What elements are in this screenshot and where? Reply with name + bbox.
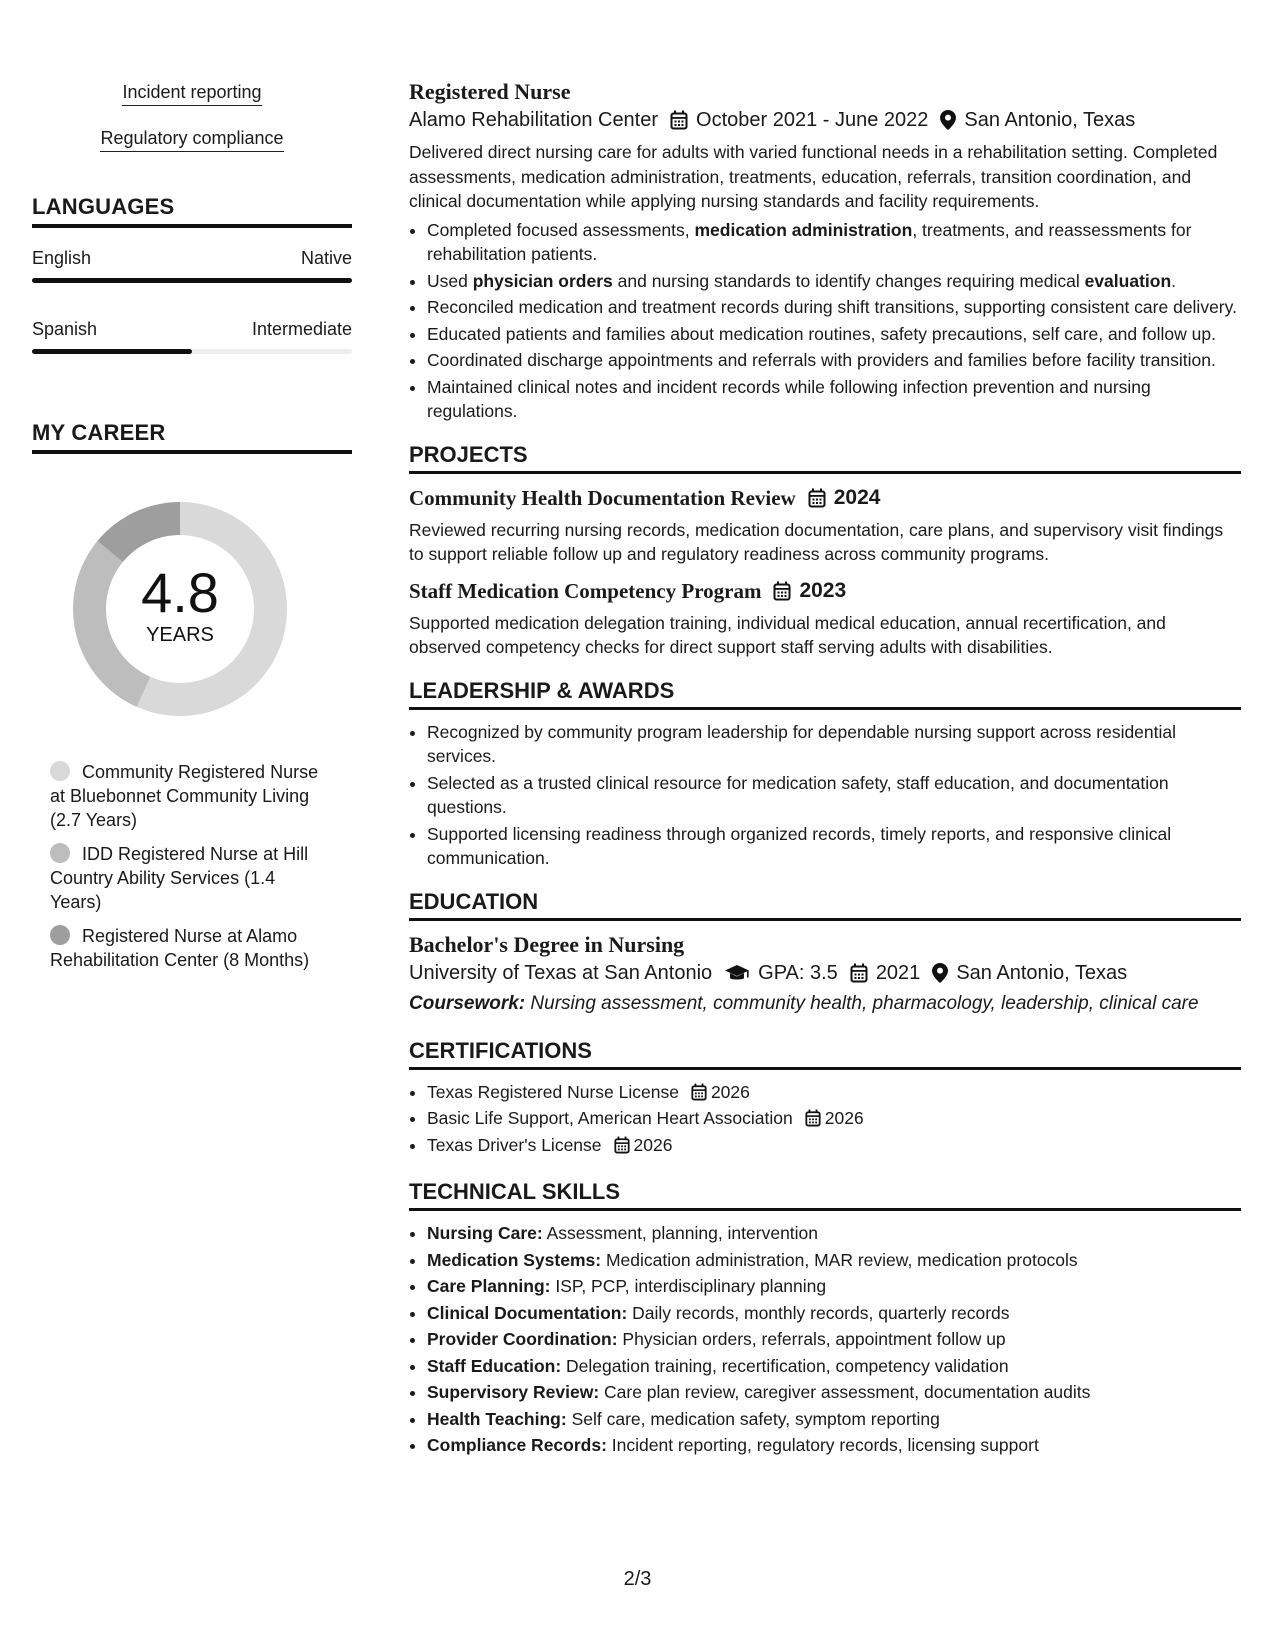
legend-item: IDD Registered Nurse at Hill Country Ability Services (1.4 Years) bbox=[50, 844, 309, 912]
list-item: • Supported licensing readiness through organized records, timely reports, and responsive clinical communication. bbox=[427, 822, 1241, 871]
language-bar bbox=[32, 349, 352, 354]
job-location: San Antonio, Texas bbox=[964, 109, 1136, 131]
project-year: 2024 bbox=[833, 485, 881, 509]
language-item bbox=[32, 317, 352, 354]
project-year: 2023 bbox=[799, 578, 847, 602]
language-name: English bbox=[32, 248, 92, 268]
language-bar bbox=[32, 278, 352, 283]
project-item bbox=[409, 484, 1241, 567]
list-item: • Compliance Records: Incident reporting, regulatory records, licensing support bbox=[427, 1433, 1241, 1458]
coursework: Coursework: Nursing assessment, community health, pharmacology, leadership, clinical care bbox=[409, 992, 1199, 1014]
list-item: • Educated patients and families about medication routines, safety precautions, self care, and follow up. bbox=[427, 322, 1241, 347]
career-unit: YEARS bbox=[146, 624, 214, 646]
list-item: • Provider Coordination: Physician orders, referrals, appointment follow up bbox=[427, 1327, 1241, 1352]
legend-dot bbox=[50, 843, 70, 863]
list-item: • Nursing Care: Assessment, planning, intervention bbox=[427, 1221, 1241, 1246]
location-pin-icon bbox=[940, 110, 956, 130]
list-item: • Selected as a trusted clinical resource for medication safety, staff education, and documentation questions. bbox=[427, 771, 1241, 820]
project-title: Staff Medication Competency Program bbox=[409, 578, 762, 603]
project-desc: Supported medication delegation training, individual medical education, annual recertification, and observed competency checks for direct support staff serving adults with disabilities. bbox=[409, 612, 1166, 657]
right-column bbox=[409, 78, 1241, 1460]
list-item: • Supervisory Review: Care plan review, caregiver assessment, documentation audits bbox=[427, 1380, 1241, 1405]
list-item: • Health Teaching: Self care, medication safety, symptom reporting bbox=[427, 1407, 1241, 1432]
career-donut bbox=[65, 494, 295, 724]
language-bar-fill bbox=[32, 278, 352, 283]
education-heading: EDUCATION bbox=[409, 889, 1241, 921]
list-item: • Recognized by community program leadership for dependable nursing support across residential services. bbox=[427, 720, 1241, 769]
legend-dot bbox=[50, 761, 70, 781]
job-bullets bbox=[409, 218, 1241, 424]
technical-skills-heading: TECHNICAL SKILLS bbox=[409, 1179, 1241, 1211]
calendar-icon bbox=[805, 1109, 821, 1127]
graduation-cap-icon bbox=[724, 963, 750, 983]
certifications-list bbox=[409, 1080, 1241, 1158]
list-item: • Texas Driver's License 2026 bbox=[427, 1133, 1241, 1158]
list-item: • Maintained clinical notes and incident records while following infection prevention and nursing regulations. bbox=[427, 375, 1241, 424]
leadership-heading: LEADERSHIP & AWARDS bbox=[409, 678, 1241, 710]
language-name: Spanish bbox=[32, 319, 98, 339]
graduation-year: 2021 bbox=[875, 961, 921, 984]
school-location: San Antonio, Texas bbox=[956, 961, 1128, 984]
legend-dot bbox=[50, 925, 70, 945]
languages-heading: LANGUAGES bbox=[32, 194, 352, 228]
skill-tag: Regulatory compliance bbox=[32, 126, 352, 152]
calendar-icon bbox=[670, 110, 688, 130]
skill-tag: Incident reporting bbox=[32, 80, 352, 106]
list-item: • Medication Systems: Medication administration, MAR review, medication protocols bbox=[427, 1248, 1241, 1273]
language-level: Native bbox=[300, 248, 352, 268]
calendar-icon bbox=[850, 963, 868, 983]
language-level: Intermediate bbox=[251, 319, 352, 339]
technical-skills-list bbox=[409, 1221, 1241, 1458]
list-item: • Used physician orders and nursing standards to identify changes requiring medical evaluation. bbox=[427, 269, 1241, 294]
school-name: University of Texas at San Antonio bbox=[409, 961, 713, 984]
calendar-icon bbox=[614, 1136, 630, 1154]
career-total: 4.8 bbox=[141, 561, 219, 624]
education-meta bbox=[409, 959, 1241, 987]
list-item: • Coordinated discharge appointments and referrals with providers and families before facility transition. bbox=[427, 348, 1241, 373]
career-legend bbox=[50, 760, 330, 972]
job-title: Registered Nurse bbox=[409, 79, 571, 104]
experience-entry bbox=[409, 78, 1241, 424]
job-summary: Delivered direct nursing care for adults with varied functional needs in a rehabilitation setting. Completed assessments, medication administration, treatments, education, referrals, transition coordination, and clinical documentation while applying nursing standards and facility requirements. bbox=[409, 142, 1218, 211]
left-column bbox=[32, 80, 352, 982]
list-item: • Texas Registered Nurse License 2026 bbox=[427, 1080, 1241, 1105]
job-company: Alamo Rehabilitation Center bbox=[409, 109, 659, 131]
page-number: 2/3 bbox=[623, 1568, 652, 1590]
project-desc: Reviewed recurring nursing records, medication documentation, care plans, and supervisory visit findings to support reliable follow up and regulatory readiness across community programs. bbox=[409, 519, 1224, 564]
legend-item: Community Registered Nurse at Bluebonnet Community Living (2.7 Years) bbox=[50, 762, 319, 830]
career-heading: MY CAREER bbox=[32, 420, 352, 454]
projects-heading: PROJECTS bbox=[409, 442, 1241, 474]
list-item: • Clinical Documentation: Daily records, monthly records, quarterly records bbox=[427, 1301, 1241, 1326]
degree-title: Bachelor's Degree in Nursing bbox=[409, 931, 685, 957]
legend-item: Registered Nurse at Alamo Rehabilitation Center (8 Months) bbox=[50, 926, 310, 970]
project-item bbox=[409, 577, 1241, 660]
list-item: • Staff Education: Delegation training, recertification, competency validation bbox=[427, 1354, 1241, 1379]
calendar-icon bbox=[773, 581, 791, 601]
list-item: • Reconciled medication and treatment records during shift transitions, supporting consistent care delivery. bbox=[427, 295, 1241, 320]
language-bar-fill bbox=[32, 349, 192, 354]
list-item: • Care Planning: ISP, PCP, interdisciplinary planning bbox=[427, 1274, 1241, 1299]
language-item bbox=[32, 246, 352, 283]
gpa: GPA: 3.5 bbox=[758, 961, 838, 984]
list-item: • Completed focused assessments, medication administration, treatments, and reassessments for rehabilitation patients. bbox=[427, 218, 1241, 267]
job-meta bbox=[409, 106, 1241, 134]
project-title: Community Health Documentation Review bbox=[409, 485, 796, 510]
location-pin-icon bbox=[932, 963, 948, 983]
education-entry bbox=[409, 931, 1241, 1016]
certifications-heading: CERTIFICATIONS bbox=[409, 1038, 1241, 1070]
leadership-list bbox=[409, 720, 1241, 871]
calendar-icon bbox=[691, 1083, 707, 1101]
calendar-icon bbox=[808, 488, 826, 508]
list-item: • Basic Life Support, American Heart Association 2026 bbox=[427, 1106, 1241, 1131]
job-dates: October 2021 - June 2022 bbox=[696, 109, 929, 131]
